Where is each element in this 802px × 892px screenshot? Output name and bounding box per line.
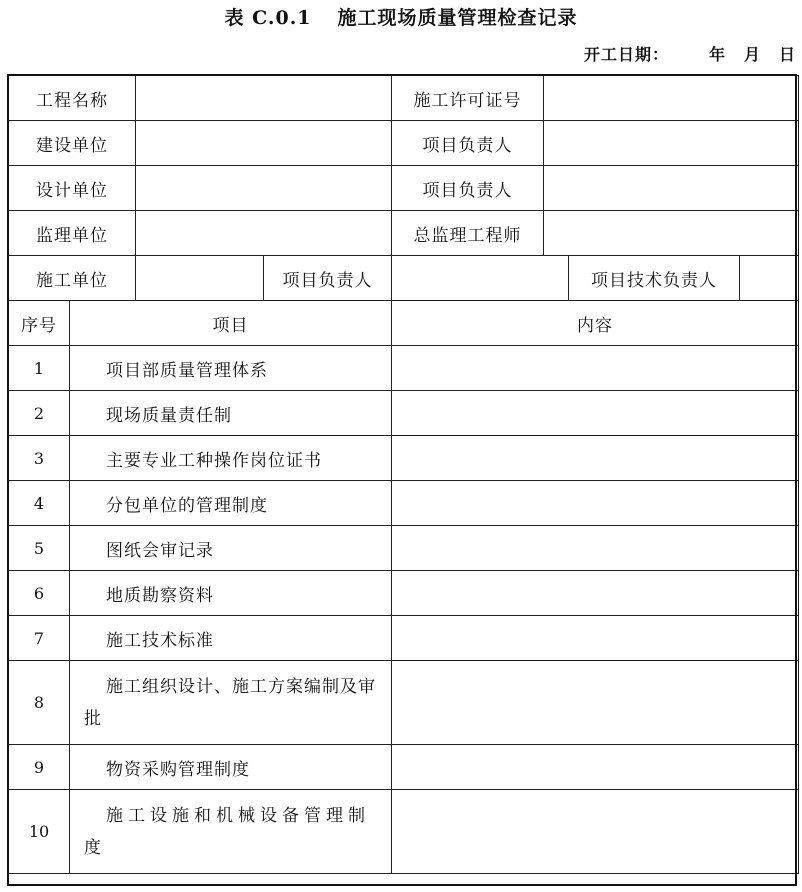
item-name: 施工组织设计、施工方案编制及审批 [70, 661, 392, 745]
value-construction-permit[interactable] [544, 76, 799, 121]
form-code: 表 C.0.1 [224, 7, 312, 29]
item-name: 分包单位的管理制度 [70, 481, 392, 526]
item-content[interactable] [392, 745, 799, 790]
item-name: 图纸会审记录 [70, 526, 392, 571]
item-content[interactable] [392, 571, 799, 616]
table-row [9, 745, 799, 790]
value-chief-engineer[interactable] [544, 211, 799, 256]
date-month: 月 [743, 45, 761, 64]
row-project-name [9, 76, 799, 121]
item-number: 4 [9, 481, 70, 526]
item-content[interactable] [392, 661, 799, 745]
label-designer-manager: 项目负责人 [392, 166, 544, 211]
value-designer-manager[interactable] [544, 166, 799, 211]
label-contractor: 施工单位 [9, 256, 136, 301]
item-content[interactable] [392, 481, 799, 526]
label-construction-permit: 施工许可证号 [392, 76, 544, 121]
table-row [9, 571, 799, 616]
item-number: 5 [9, 526, 70, 571]
item-number: 3 [9, 436, 70, 481]
date-year: 年 [708, 45, 726, 64]
item-number: 2 [9, 391, 70, 436]
column-header-row [9, 301, 799, 346]
label-chief-engineer: 总监理工程师 [392, 211, 544, 256]
row-designer [9, 166, 799, 211]
item-content[interactable] [392, 391, 799, 436]
item-content[interactable] [392, 616, 799, 661]
col-header-content: 内容 [392, 301, 799, 346]
label-project-name: 工程名称 [9, 76, 136, 121]
item-name: 物资采购管理制度 [70, 745, 392, 790]
item-number: 7 [9, 616, 70, 661]
row-contractor [9, 256, 799, 301]
label-supervisor: 监理单位 [9, 211, 136, 256]
table-row [9, 661, 799, 745]
item-number: 9 [9, 745, 70, 790]
item-name: 主要专业工种操作岗位证书 [70, 436, 392, 481]
item-number: 6 [9, 571, 70, 616]
table-row [9, 616, 799, 661]
quality-check-table [8, 75, 799, 874]
value-tech-manager[interactable] [740, 256, 799, 301]
value-project-name[interactable] [136, 76, 392, 121]
start-date [584, 42, 796, 65]
col-header-seq: 序号 [9, 301, 70, 346]
value-contractor[interactable] [136, 256, 264, 301]
item-name: 施工技术标准 [70, 616, 392, 661]
value-designer[interactable] [136, 166, 392, 211]
table-row [9, 391, 799, 436]
value-builder-manager[interactable] [544, 121, 799, 166]
item-name: 项目部质量管理体系 [70, 346, 392, 391]
date-day: 日 [778, 45, 796, 64]
value-supervisor[interactable] [136, 211, 392, 256]
table-row [9, 526, 799, 571]
value-builder[interactable] [136, 121, 392, 166]
table-row [9, 346, 799, 391]
form-title-text: 施工现场质量管理检查记录 [337, 7, 578, 29]
item-content[interactable] [392, 436, 799, 481]
item-number: 8 [9, 661, 70, 745]
label-contractor-manager: 项目负责人 [264, 256, 392, 301]
value-contractor-manager[interactable] [392, 256, 569, 301]
item-number: 1 [9, 346, 70, 391]
item-name: 地质勘察资料 [70, 571, 392, 616]
item-name: 施工设施和机械设备管理制度 [70, 790, 392, 874]
table-row [9, 481, 799, 526]
item-name: 现场质量责任制 [70, 391, 392, 436]
row-supervisor [9, 211, 799, 256]
item-content[interactable] [392, 346, 799, 391]
item-number: 10 [9, 790, 70, 874]
item-content[interactable] [392, 790, 799, 874]
label-tech-manager: 项目技术负责人 [569, 256, 740, 301]
item-content[interactable] [392, 526, 799, 571]
form-title [0, 3, 802, 30]
table-row [9, 436, 799, 481]
col-header-item: 项目 [70, 301, 392, 346]
row-builder [9, 121, 799, 166]
start-date-label: 开工日期： [583, 45, 669, 64]
label-builder: 建设单位 [9, 121, 136, 166]
label-designer: 设计单位 [9, 166, 136, 211]
table-row [9, 790, 799, 874]
label-builder-manager: 项目负责人 [392, 121, 544, 166]
